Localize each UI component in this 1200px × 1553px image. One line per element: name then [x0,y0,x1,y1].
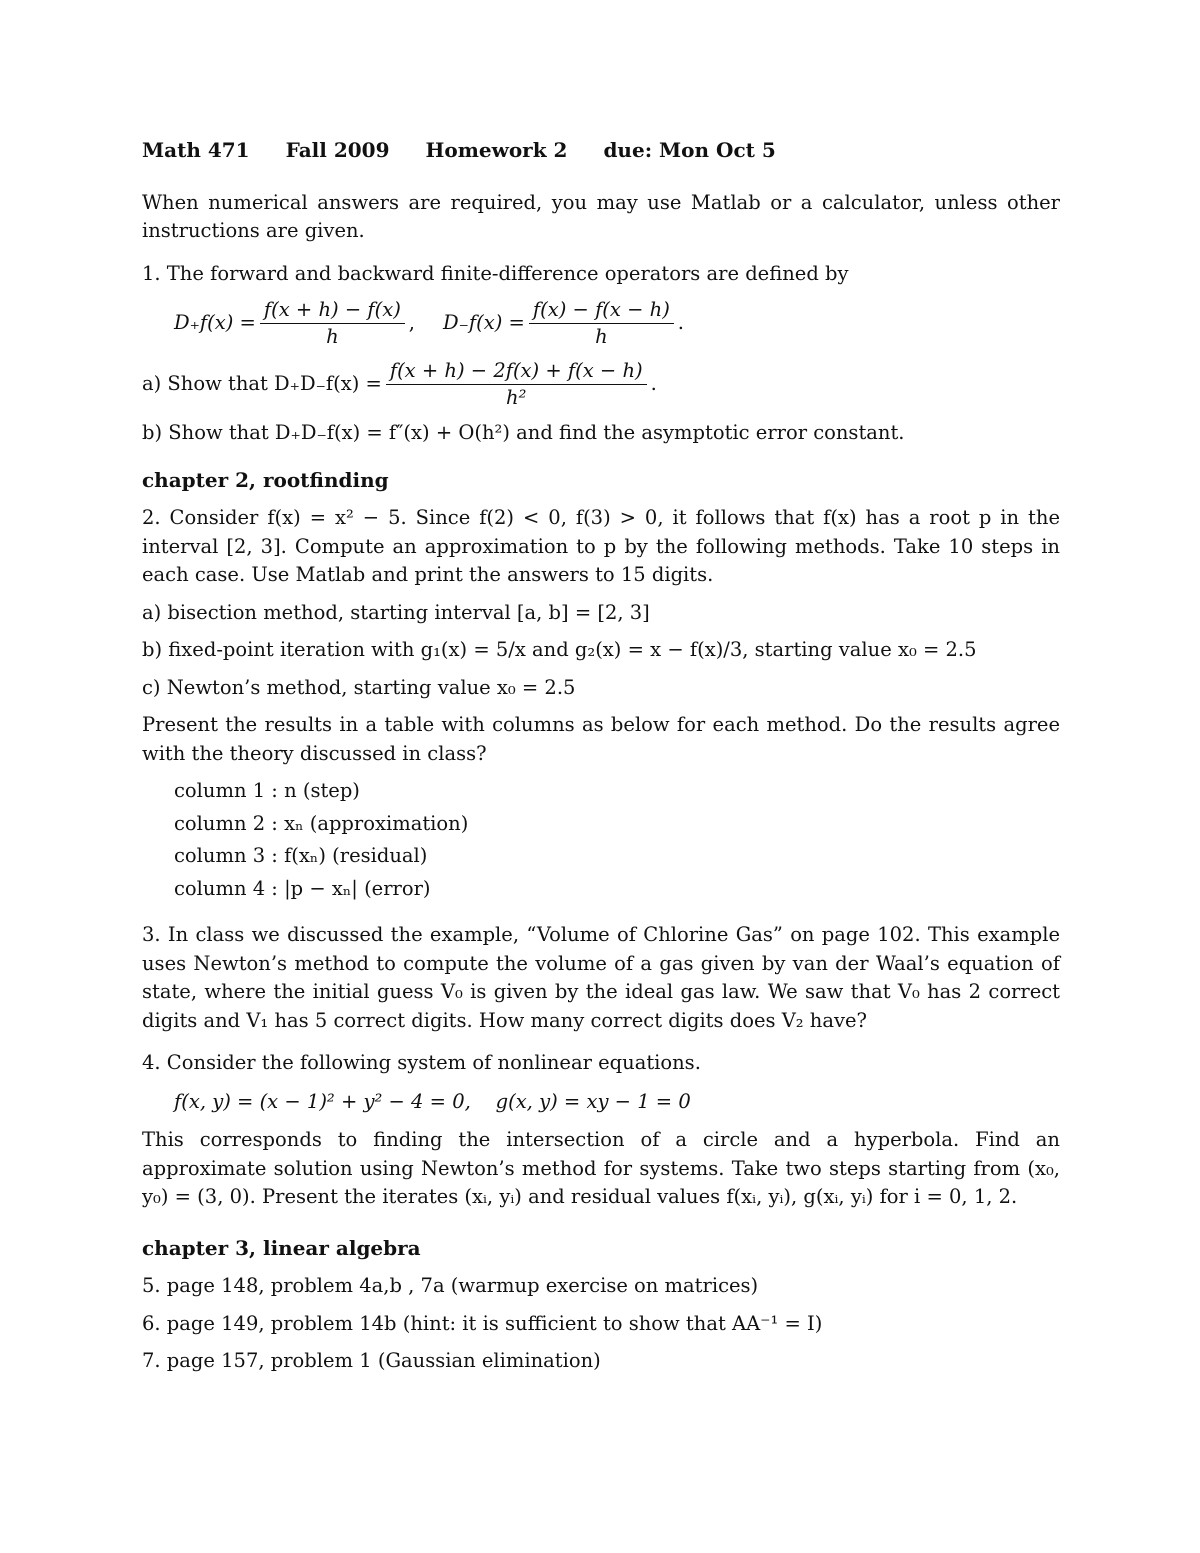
dminus-denominator: h [595,325,608,348]
q1a-numerator: f(x + h) − 2f(x) + f(x − h) [386,358,647,385]
q1-operator-definitions [142,297,1060,350]
q1-stem: 1. The forward and backward finite-difference operators are defined by [142,261,849,285]
q5-line: 5. page 148, problem 4a,b , 7a (warmup exercise on matrices) [142,1274,759,1297]
dplus-lhs: D₊f(x) = [174,311,256,335]
q2a-line: a) bisection method, starting interval [a, b] = [2, 3] [142,600,650,624]
dminus-numerator: f(x) − f(x − h) [529,297,674,324]
q6-line: 6. page 149, problem 14b (hint: it is sufficient to show that AA⁻¹ = I) [142,1311,823,1335]
present-paragraph: Present the results in a table with columns as below for each method. Do the results agree with the theory discussed in class? [142,713,1060,765]
period: . [677,311,684,335]
q1a-line [142,358,1060,411]
column-item: column 4 : |p − xₙ| (error) [174,876,431,900]
chapter3-heading: chapter 3, linear algebra [142,1235,421,1260]
course-label: Math 471 [142,138,250,162]
column-item: column 2 : xₙ (approximation) [174,811,469,835]
intro-paragraph: When numerical answers are required, you may use Matlab or a calculator, unless other instructions are given. [142,190,1060,242]
column-item: column 3 : f(xₙ) (residual) [174,844,428,867]
q4-equations: f(x, y) = (x − 1)² + y² − 4 = 0, g(x, y) = xy − 1 = 0 [174,1089,691,1113]
comma: , [408,311,415,335]
q3-paragraph: 3. In class we discussed the example, “Volume of Chlorine Gas” on page 102. This example uses Newton’s method to compute the volume of a gas given by van der Waal’s equation of state, where the initial guess V₀ is given by the ideal gas law. We saw that V₀ has 2 correct digits and V₁ has 5 correct digits. How many correct digits does V₂ have? [142,923,1060,1032]
q1a-denominator: h² [506,386,527,409]
q4-body: This corresponds to finding the intersection of a circle and a hyperbola. Find an approximate solution using Newton’s method for systems. Take two steps starting from (x₀, y₀) = (3, 0). Present the iterates (xᵢ, yᵢ) and residual values f(xᵢ, yᵢ), g(xᵢ, yᵢ) for i = 0, 1, 2. [142,1128,1060,1208]
q1b-line: b) Show that D₊D₋f(x) = f″(x) + O(h²) and find the asymptotic error constant. [142,421,905,444]
q2c-line: c) Newton’s method, starting value x₀ = 2.5 [142,675,576,699]
q1a-prefix: a) Show that D₊D₋f(x) = [142,372,382,396]
period: . [650,372,657,396]
q2b-line: b) fixed-point iteration with g₁(x) = 5/x and g₂(x) = x − f(x)/3, starting value x₀ = 2.5 [142,638,977,661]
homework-page [142,136,1060,1385]
dplus-numerator: f(x + h) − f(x) [260,297,405,324]
column-item: column 1 : n (step) [174,779,360,802]
term-label: Fall 2009 [285,138,390,162]
due-date: due: Mon Oct 5 [603,138,776,162]
dplus-denominator: h [326,325,339,348]
q4-stem: 4. Consider the following system of nonlinear equations. [142,1051,701,1074]
header [142,136,1060,165]
dplus-fraction [260,297,405,350]
dminus-fraction [529,297,674,350]
q2-stem: 2. Consider f(x) = x² − 5. Since f(2) < 0, f(3) > 0, it follows that f(x) has a root p in the interval [2, 3]. Compute an approximation to p by the following methods. Take 10 steps in each case. Use Matlab and print the answers to 15 digits. [142,506,1060,586]
q1a-fraction [386,358,647,411]
homework-title: Homework 2 [425,138,568,162]
dminus-lhs: D₋f(x) = [443,311,525,335]
chapter2-heading: chapter 2, rootfinding [142,467,389,492]
q7-line: 7. page 157, problem 1 (Gaussian elimination) [142,1349,601,1372]
column-list [142,777,1060,903]
